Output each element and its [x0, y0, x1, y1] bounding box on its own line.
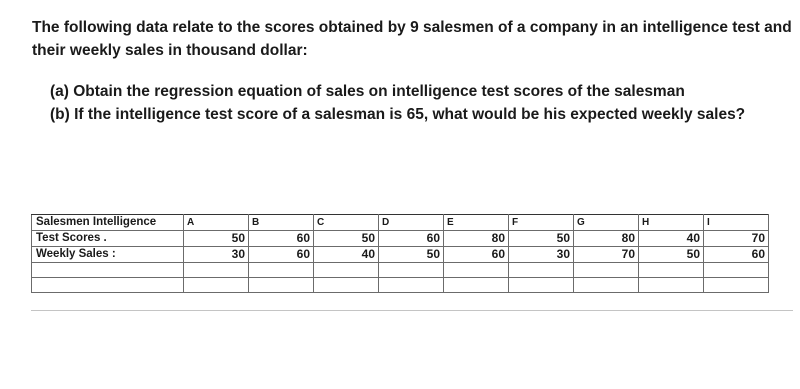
table-cell: 80 — [574, 231, 639, 247]
salesman-header: H — [639, 215, 704, 231]
salesmen-data-table — [31, 214, 769, 293]
salesman-header: E — [444, 215, 509, 231]
table-cell: 50 — [184, 231, 249, 247]
table-cell: 30 — [509, 247, 574, 263]
table-cell: 50 — [314, 231, 379, 247]
salesman-header: B — [249, 215, 314, 231]
table-row — [32, 231, 769, 247]
table-row — [32, 247, 769, 263]
empty-row — [32, 263, 769, 278]
table-cell: 60 — [444, 247, 509, 263]
empty-row — [32, 278, 769, 293]
problem-intro: The following data relate to the scores obtained by 9 salesmen of a company in an intelligence test and their weekly sales in thousand dollar: — [32, 19, 792, 59]
table-cell: 50 — [379, 247, 444, 263]
table-cell: 60 — [249, 247, 314, 263]
table-cell: 60 — [704, 247, 769, 263]
table-cell: 50 — [509, 231, 574, 247]
salesman-header: G — [574, 215, 639, 231]
table-cell: 80 — [444, 231, 509, 247]
table-cell: 70 — [574, 247, 639, 263]
table-cell: 60 — [379, 231, 444, 247]
question-b: (b) If the intelligence test score of a salesman is 65, what would be his expected weekly sales? — [50, 106, 746, 123]
salesman-header: I — [704, 215, 769, 231]
table-cell: 30 — [184, 247, 249, 263]
table-cell: 50 — [639, 247, 704, 263]
table-cell: 60 — [249, 231, 314, 247]
salesman-header: D — [379, 215, 444, 231]
row-label: Weekly Sales : — [32, 247, 184, 263]
table-bottom-line — [31, 310, 793, 311]
table-cell: 40 — [639, 231, 704, 247]
salesman-header: C — [314, 215, 379, 231]
table-header-row — [32, 215, 769, 231]
salesman-header: F — [509, 215, 574, 231]
header-label: Salesmen Intelligence — [32, 215, 184, 231]
table-cell: 40 — [314, 247, 379, 263]
salesman-header: A — [184, 215, 249, 231]
question-list — [50, 80, 790, 126]
table-cell: 70 — [704, 231, 769, 247]
row-label: Test Scores . — [32, 231, 184, 247]
question-a: (a) Obtain the regression equation of sales on intelligence test scores of the salesman — [50, 83, 685, 100]
